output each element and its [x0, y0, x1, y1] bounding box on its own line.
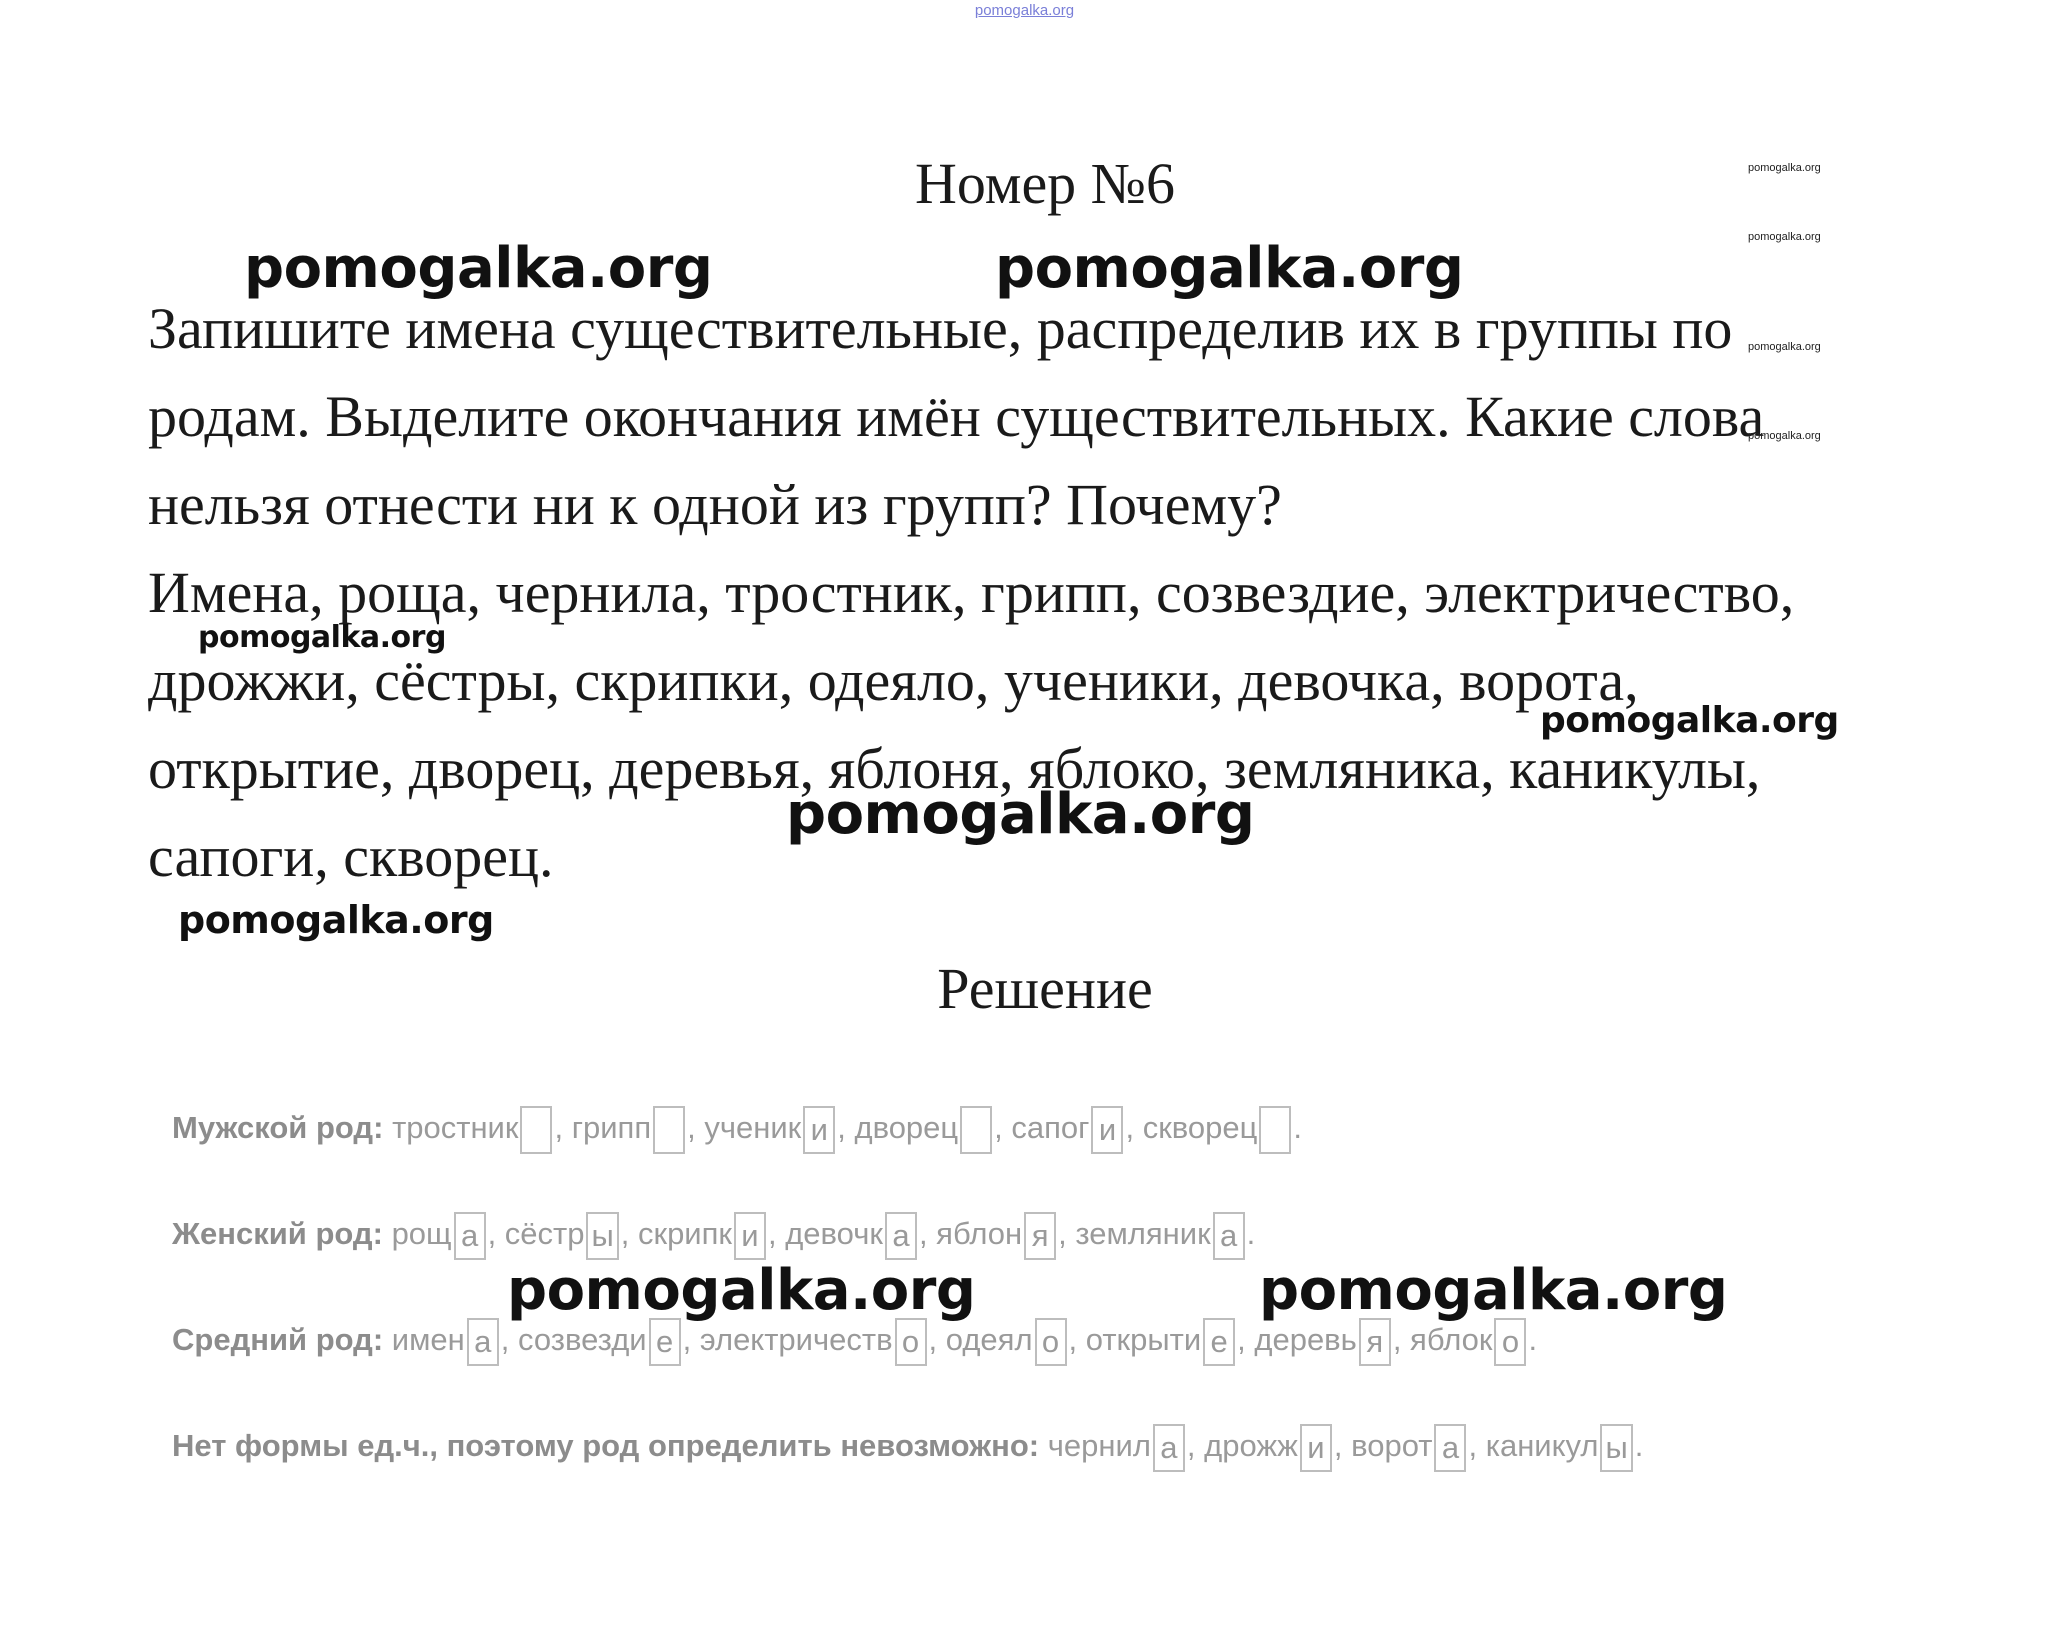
answer-word	[700, 1322, 929, 1357]
task-line: Запишите имена существительные, распределив их в группы по	[148, 296, 1733, 361]
task-line: открытие, дворец, деревья, яблоня, яблоко, земляника, каникулы,	[148, 736, 1761, 801]
task-line: родам. Выделите окончания имён существительных. Какие слова	[148, 384, 1765, 449]
ending-box	[520, 1106, 552, 1154]
ending-box: е	[1203, 1318, 1235, 1366]
answer-word	[1075, 1216, 1246, 1251]
word-stem: деревь	[1254, 1322, 1357, 1357]
answer-label: Мужской род:	[172, 1110, 384, 1145]
watermark: pomogalka.org	[507, 1258, 976, 1323]
word-stem: дворец	[854, 1110, 959, 1145]
answer-row: Женский род: рощ а , сёстр ы , скрипк и , девочк а , яблон я , земляник а .	[172, 1206, 1255, 1262]
ending-box: ы	[586, 1212, 618, 1260]
ending-box	[960, 1106, 992, 1154]
answer-word	[1410, 1322, 1528, 1357]
answer-row: Мужской род: тростник , грипп , ученик и , дворец , сапог и , скворец .	[172, 1100, 1302, 1156]
word-stem: тростник	[392, 1110, 519, 1145]
word-stem: скрипк	[638, 1216, 732, 1251]
watermark: pomogalka.org	[198, 620, 446, 655]
ending-box: о	[895, 1318, 927, 1366]
answer-word	[936, 1216, 1058, 1251]
answer-word	[392, 1110, 554, 1145]
word-stem: ученик	[704, 1110, 802, 1145]
answer-row: Средний род: имен а , созвезди е , электричеств о , одеял о , открыти е , деревь я , яблок о .	[172, 1312, 1537, 1368]
word-stem: каникул	[1485, 1428, 1599, 1463]
watermark: pomogalka.org	[995, 236, 1464, 301]
answer-word	[572, 1110, 687, 1145]
ending-box: и	[1300, 1424, 1332, 1472]
answer-word	[785, 1216, 919, 1251]
answer-word	[1486, 1428, 1635, 1463]
word-stem: скворец	[1142, 1110, 1258, 1145]
ending-box: я	[1024, 1212, 1056, 1260]
ending-box: а	[885, 1212, 917, 1260]
watermark: pomogalka.org	[786, 782, 1255, 847]
word-stem: одеял	[945, 1322, 1033, 1357]
answer-row: Нет формы ед.ч., поэтому род определить невозможно: чернил а , дрожж и , ворот а , каникул ы .	[172, 1418, 1643, 1474]
watermark: pomogalka.org	[1540, 700, 1839, 741]
ending-box: а	[1213, 1212, 1245, 1260]
answer-label: Женский род:	[172, 1216, 383, 1251]
task-line: сапоги, скворец.	[148, 824, 554, 889]
word-stem: рощ	[391, 1216, 452, 1251]
ending-box: а	[1434, 1424, 1466, 1472]
ending-box: и	[1091, 1106, 1123, 1154]
answer-word	[1351, 1428, 1468, 1463]
ending-box	[653, 1106, 685, 1154]
answer-word	[1086, 1322, 1237, 1357]
word-stem: земляник	[1075, 1216, 1211, 1251]
ending-box	[1259, 1106, 1291, 1154]
word-stem: открыти	[1085, 1322, 1202, 1357]
page-title: Номер №6	[914, 151, 1176, 216]
word-stem: грипп	[571, 1110, 652, 1145]
answer-word	[1048, 1428, 1187, 1463]
answer-label: Нет формы ед.ч., поэтому род определить невозможно:	[172, 1428, 1040, 1463]
ending-box: ы	[1600, 1424, 1632, 1472]
ending-box: а	[454, 1212, 486, 1260]
word-stem: электричеств	[699, 1322, 893, 1357]
ending-box: е	[649, 1318, 681, 1366]
answer-word	[638, 1216, 768, 1251]
answer-word	[392, 1322, 501, 1357]
ending-box: о	[1494, 1318, 1526, 1366]
watermark: pomogalka.org	[1748, 341, 1821, 353]
word-stem: яблон	[936, 1216, 1023, 1251]
watermark: pomogalka.org	[178, 898, 494, 942]
task-line: Имена, роща, чернила, тростник, грипп, созвездие, электричество,	[148, 560, 1795, 625]
answer-word	[854, 1110, 994, 1145]
answer-word	[1254, 1322, 1392, 1357]
word-stem: дрожж	[1204, 1428, 1298, 1463]
answer-word	[704, 1110, 837, 1145]
answer-word	[518, 1322, 683, 1357]
answer-word	[1143, 1110, 1294, 1145]
word-stem: девочк	[785, 1216, 883, 1251]
answer-word	[1011, 1110, 1125, 1145]
word-stem: ворот	[1351, 1428, 1433, 1463]
site-link[interactable]: pomogalka.org	[974, 2, 1075, 19]
ending-box: о	[1035, 1318, 1067, 1366]
word-stem: яблок	[1410, 1322, 1493, 1357]
task-line: нельзя отнести ни к одной из групп? Почему?	[148, 472, 1282, 537]
word-stem: сапог	[1011, 1110, 1090, 1145]
watermark: pomogalka.org	[244, 236, 713, 301]
answer-word	[1204, 1428, 1334, 1463]
answer-label: Средний род:	[172, 1322, 384, 1357]
ending-box: а	[1153, 1424, 1185, 1472]
task-line: дрожжи, сёстры, скрипки, одеяло, ученики, девочка, ворота,	[148, 648, 1639, 713]
ending-box: я	[1359, 1318, 1391, 1366]
word-stem: чернил	[1047, 1428, 1151, 1463]
watermark: pomogalka.org	[1748, 430, 1821, 442]
ending-box: а	[467, 1318, 499, 1366]
word-stem: сёстр	[504, 1216, 585, 1251]
solution-title: Решение	[937, 956, 1153, 1021]
word-stem: имен	[391, 1322, 465, 1357]
watermark: pomogalka.org	[1748, 162, 1821, 174]
ending-box: и	[734, 1212, 766, 1260]
answer-word	[946, 1322, 1069, 1357]
watermark: pomogalka.org	[1748, 231, 1821, 243]
watermark: pomogalka.org	[1259, 1258, 1728, 1323]
answer-word	[505, 1216, 621, 1251]
answer-word	[392, 1216, 488, 1251]
ending-box: и	[803, 1106, 835, 1154]
word-stem: созвезди	[518, 1322, 647, 1357]
